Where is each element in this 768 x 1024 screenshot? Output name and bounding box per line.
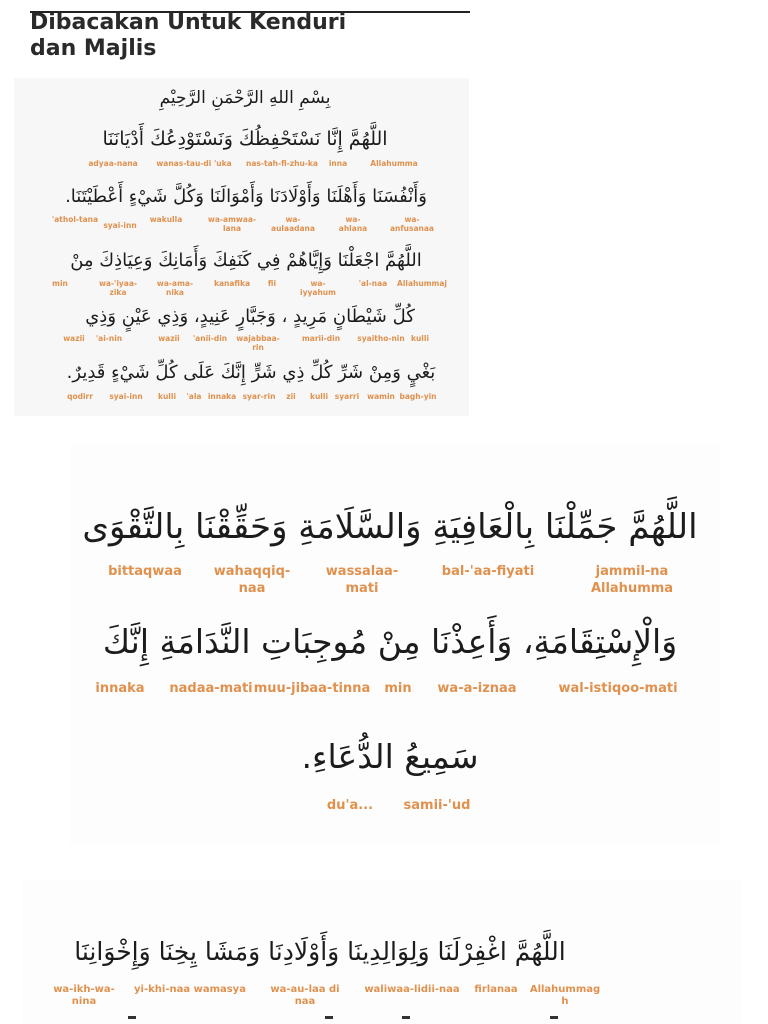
doa-3-line-1-translit bbox=[0, 984, 768, 1012]
translit-word: syai-inn bbox=[103, 221, 137, 230]
translit-word: min bbox=[52, 279, 68, 288]
doa-1-line-3-translit bbox=[0, 279, 768, 301]
doa-2-line-2-translit bbox=[0, 680, 768, 700]
translit-word: wal-istiqoo-mati bbox=[558, 681, 678, 696]
page-title bbox=[30, 10, 346, 62]
translit-word: qodirr bbox=[67, 392, 93, 401]
doa-1-line-2-arabic: وَأَنْفُسَنَا وَأَهْلَنَا وَأَوْلَادَنَا وَأَمْوَالَنَا وَكُلَّ شَيْءٍ أَعْطَيْتَنَا. bbox=[65, 186, 427, 207]
translit-word: zii bbox=[286, 392, 296, 401]
translit-word: wazii bbox=[63, 334, 85, 343]
doa-1-line-5-arabic: بَغْيٍ وَمِنْ شَرِّ كُلِّ ذِي شَرٍّ إِنَّكَ عَلَى كُلِّ شَيْءٍ قَدِيرٌ. bbox=[66, 362, 436, 383]
translit-word: nas-tah-fi-zhu-ka bbox=[246, 159, 318, 168]
translit-word: kanafika bbox=[213, 279, 251, 288]
translit-word: wa-ama- nika bbox=[156, 279, 194, 297]
translit-word: du'a... bbox=[326, 798, 374, 813]
translit-word: Allahumma bbox=[370, 159, 418, 168]
doa-2-line-1-arabic: اللَّهُمَّ جَمِّلْنَا بِالْعَافِيَةِ وَالسَّلَامَةِ وَحَقِّقْنَا بِالتَّقْوَى bbox=[82, 507, 698, 547]
translit-word: 'anii-din bbox=[192, 334, 228, 343]
translit-word: adyaa-nana bbox=[88, 159, 138, 168]
translit-word: wa-a-iznaa bbox=[437, 681, 517, 696]
translit-word: 'ai-nin bbox=[95, 334, 123, 343]
translit-word: wazii bbox=[158, 334, 180, 343]
doa-1-line-1-arabic: اللَّهُمَّ إِنَّا نَسْتَحْفِظُكَ وَنَسْتَوْدِعُكَ أَدْيَانَنَا bbox=[102, 128, 388, 150]
basmala: بِسْمِ اللهِ الرَّحْمَنِ الرَّحِيْمِ bbox=[159, 88, 331, 108]
translit-word: inna bbox=[328, 159, 348, 168]
doa-1-line-2-translit bbox=[0, 215, 768, 237]
translit-word: wanas-tau-di 'uka bbox=[156, 159, 232, 168]
doa-1-line-4-arabic: كُلِّ شَيْطَانٍ مَرِيدٍ ، وَجَبَّارٍ عَنِيدٍ، وَذِي عَيْنٍ وَذِي bbox=[85, 306, 415, 327]
translit-word: wa-amwaa- lana bbox=[207, 215, 257, 233]
translit-word: min bbox=[384, 681, 412, 696]
doa-2-line-3-arabic: سَمِيعُ الدُّعَاءِ. bbox=[301, 737, 479, 776]
translit-word: wamin bbox=[367, 392, 395, 401]
doa-1-line-5-translit bbox=[0, 392, 768, 404]
doa-2-line-3-translit bbox=[0, 797, 768, 817]
doa-1-line-4-translit bbox=[0, 334, 768, 356]
translit-word: jammil-na Allahumma bbox=[590, 564, 674, 596]
translit-word: samii-'ud bbox=[403, 798, 471, 813]
translit-word: firlanaa bbox=[474, 984, 518, 995]
translit-word: wajabbaa- rin bbox=[236, 334, 280, 352]
doa-1-line-1-translit bbox=[0, 159, 768, 179]
translit-word: syaitho-nin bbox=[357, 334, 405, 343]
translit-word: wahaqqiq- naa bbox=[213, 564, 291, 596]
translit-word: bittaqwaa bbox=[108, 564, 182, 579]
translit-word: marii-din bbox=[301, 334, 341, 343]
translit-word: wakulla bbox=[149, 215, 183, 224]
translit-word: syai-inn bbox=[109, 392, 143, 401]
translit-word: wa-au-laa di naa bbox=[270, 984, 340, 1007]
translit-word: wa- aulaadana bbox=[271, 215, 315, 233]
translit-word: syarri bbox=[334, 392, 360, 401]
translit-word: Allahummag h bbox=[529, 984, 601, 1007]
doa-2-line-1-translit bbox=[0, 563, 768, 599]
translit-word: wa- ahlana bbox=[338, 215, 368, 233]
translit-word: yi-khi-naa wamasya bbox=[134, 984, 246, 995]
translit-word: nadaa-mati bbox=[169, 681, 253, 696]
translit-word: wa-'iyaa- zika bbox=[98, 279, 138, 297]
title-line-2: dan Majlis bbox=[30, 36, 157, 61]
translit-word: bal-'aa-fiyati bbox=[441, 564, 535, 579]
translit-word: kulli bbox=[410, 334, 430, 343]
translit-word: syar-rin bbox=[242, 392, 276, 401]
translit-word: waliwaa-lidii-naa bbox=[364, 984, 460, 995]
translit-word: wa-ikh-wa- nina bbox=[53, 984, 115, 1007]
translit-word: kulli bbox=[309, 392, 329, 401]
translit-word: bagh-yin bbox=[399, 392, 437, 401]
translit-word: 'al-naa bbox=[358, 279, 388, 288]
translit-word: wassalaa- mati bbox=[325, 564, 399, 596]
translit-word: 'ala bbox=[186, 392, 202, 401]
next-line-glyph-tops bbox=[120, 1016, 640, 1024]
title-line-1: Dibacakan Untuk Kenduri bbox=[30, 10, 347, 35]
translit-word: muu-jibaa-tinna bbox=[253, 681, 371, 696]
translit-word: Allahummaj bbox=[397, 279, 447, 288]
translit-word: wa- anfusanaa bbox=[390, 215, 434, 233]
doa-2-line-2-arabic: وَالْإِسْتِقَامَةِ، وَأَعِذْنَا مِنْ مُوجِبَاتِ النَّدَامَةِ إِنَّكَ bbox=[102, 622, 678, 661]
translit-word: wa- iyyahum bbox=[300, 279, 336, 297]
translit-word: 'athol-tana bbox=[51, 215, 99, 224]
translit-word: kulli bbox=[157, 392, 177, 401]
doa-3-line-1-arabic: اللَّهُمَّ اغْفِرْلَنَا وَلِوَالِدِينَا وَأَوْلَادِنَا وَمَشَا يِخِنَا وَإِخْوَانِنَا bbox=[74, 937, 566, 966]
translit-word: innaka bbox=[95, 681, 145, 696]
translit-word: innaka bbox=[207, 392, 237, 401]
doa-1-line-3-arabic: اللَّهُمَّ اجْعَلْنَا وَإِيَّاهُمْ فِي كَنَفِكَ وَأَمَانِكَ وَعِيَاذِكَ مِنْ bbox=[70, 250, 422, 271]
translit-word: fii bbox=[267, 279, 277, 288]
